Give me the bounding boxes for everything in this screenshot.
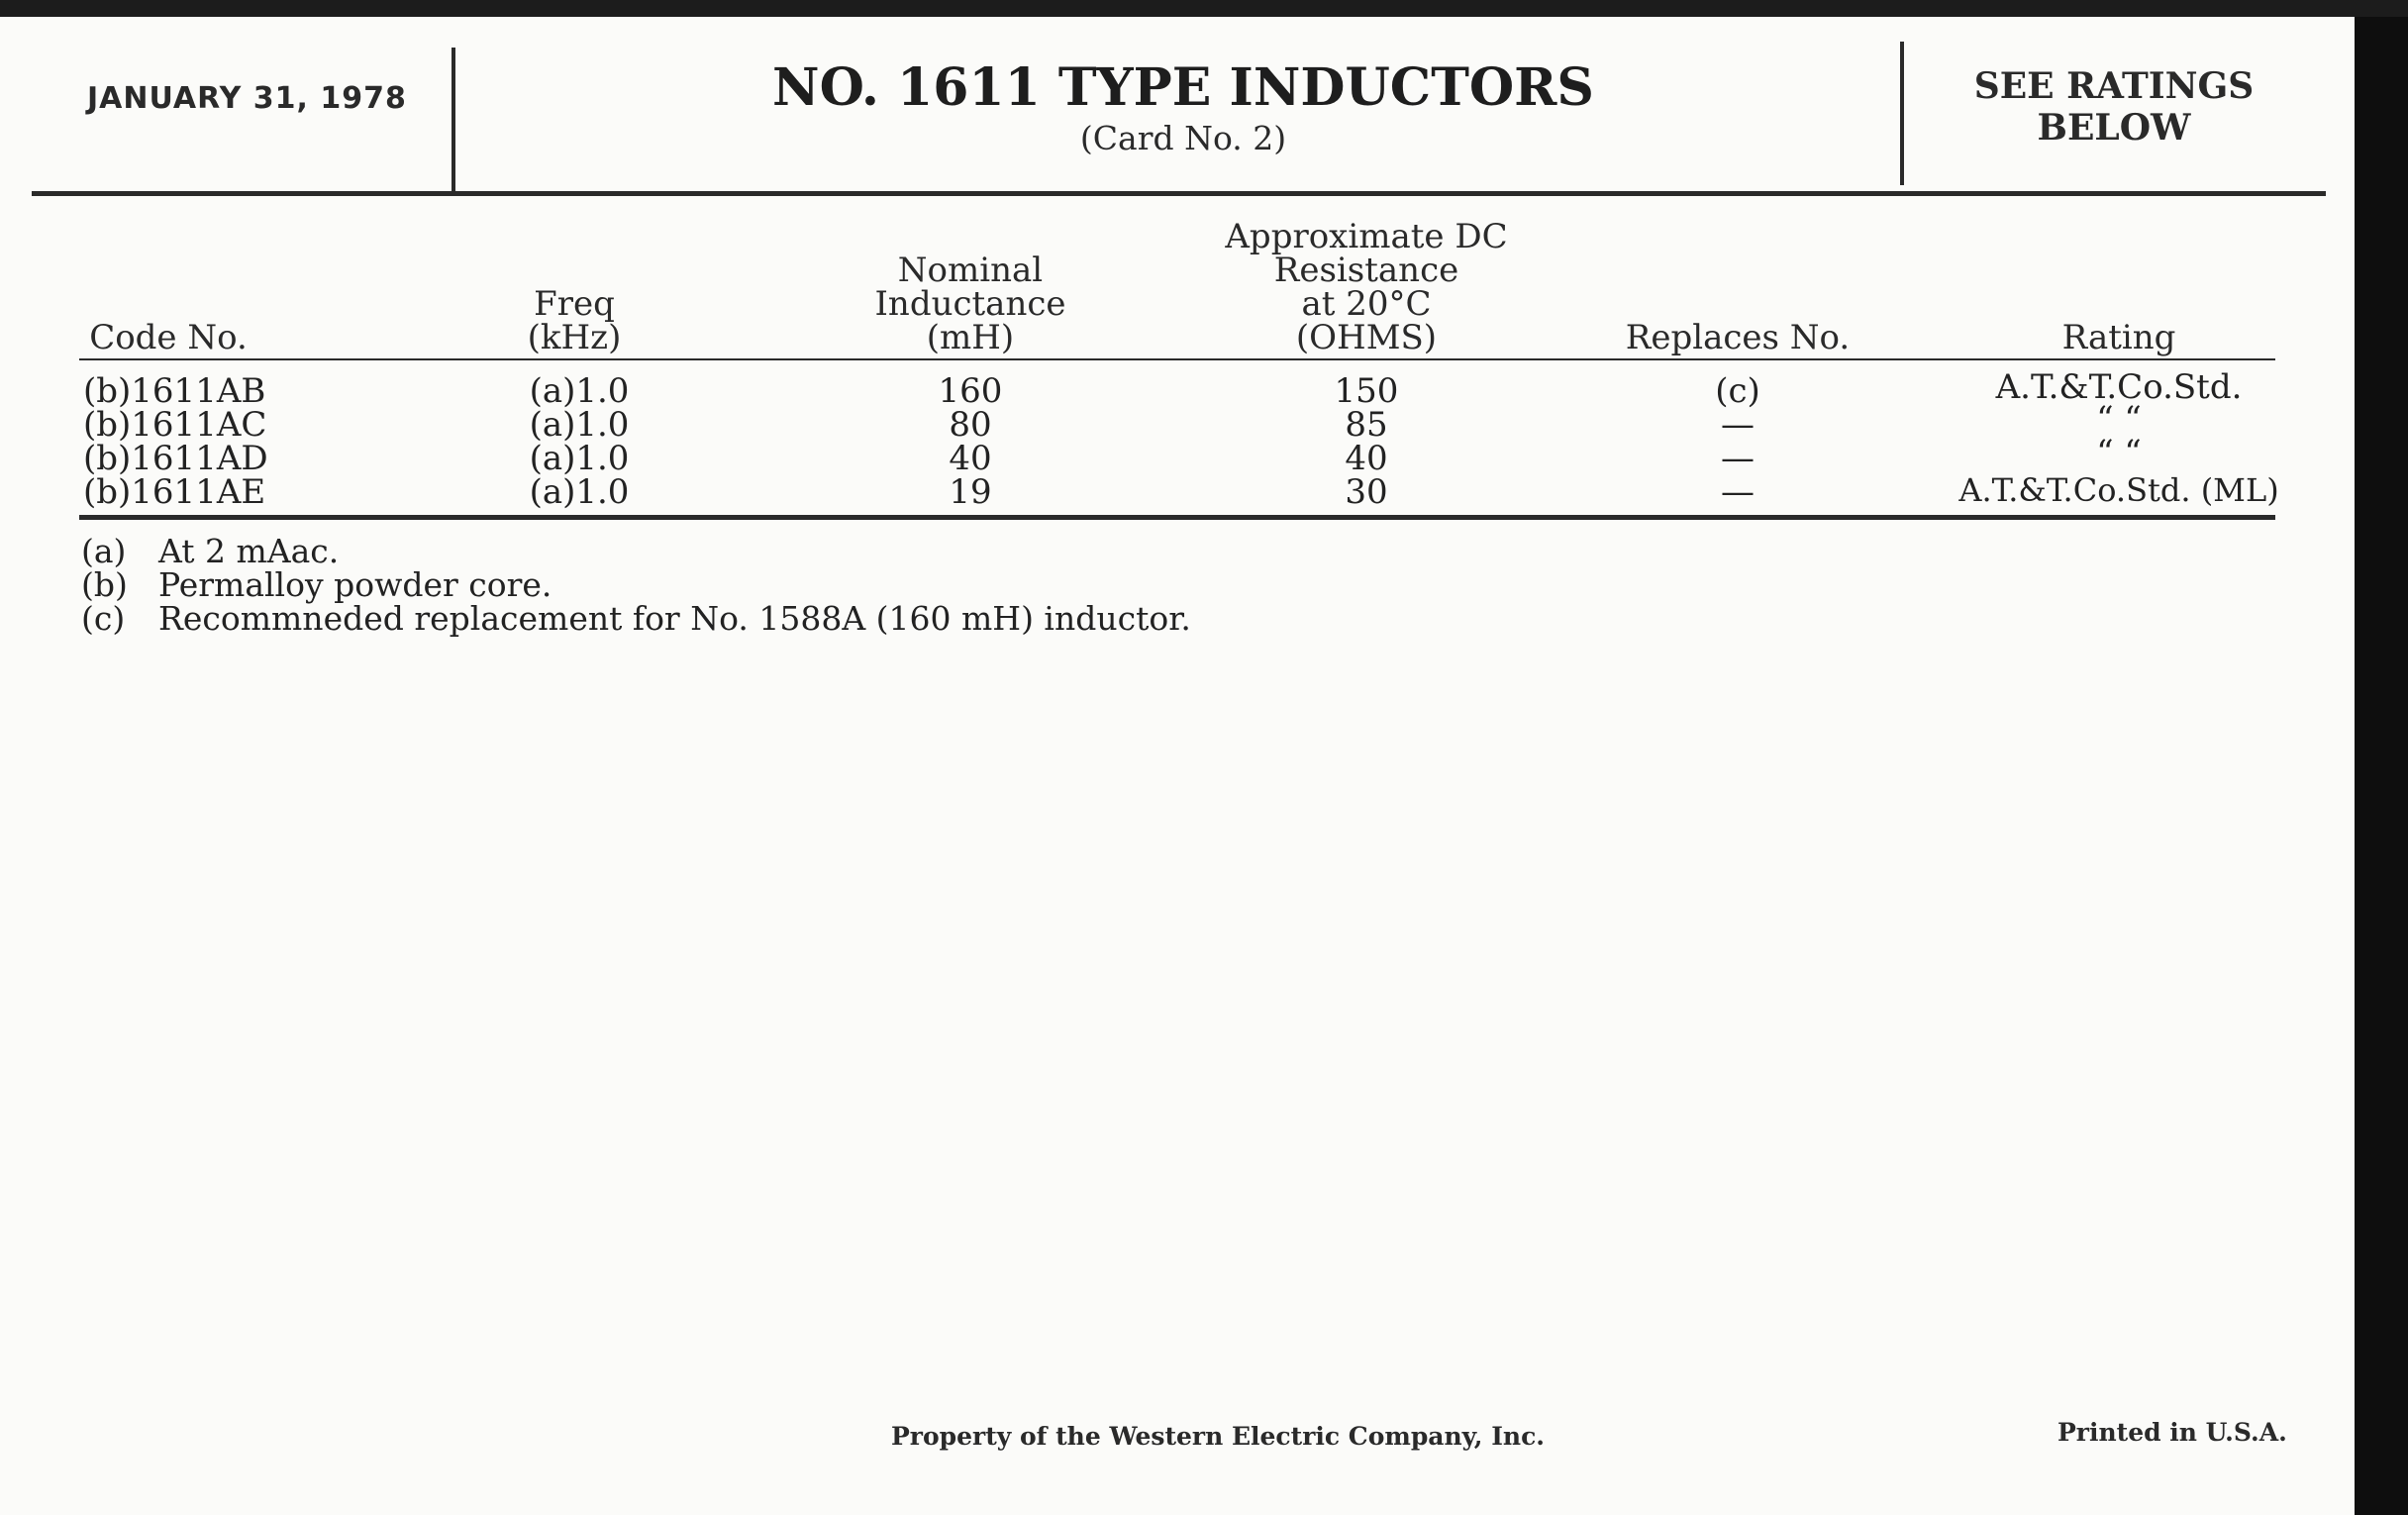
- cell-replaces: —: [1721, 439, 1755, 478]
- footnote-text: Permalloy powder core.: [158, 565, 552, 604]
- card-subtitle: (Card No. 2): [1079, 119, 1287, 157]
- col-header-replaces-line: Replaces No.: [1625, 318, 1851, 357]
- cell-code: (b)1611AB: [83, 371, 266, 411]
- cell-inductance: 19: [949, 472, 992, 512]
- col-header-freq: [465, 284, 683, 357]
- footnote: [81, 599, 1191, 638]
- col-header-inductance-line: Inductance: [874, 284, 1066, 324]
- cell-rating: “ “: [2096, 433, 2142, 472]
- col-header-resistance-line: (OHMS): [1295, 318, 1438, 357]
- card-title: NO. 1611 TYPE INDUCTORS: [772, 57, 1594, 118]
- footnote: [81, 532, 340, 570]
- cell-replaces: —: [1721, 405, 1755, 445]
- ratings-note-line1: SEE RATINGS: [1973, 65, 2255, 107]
- table-bottom-rule: [79, 515, 2275, 520]
- cell-inductance: 80: [949, 405, 992, 445]
- header-rule: [32, 191, 2326, 196]
- cell-freq: (a)1.0: [529, 472, 630, 512]
- col-header-resistance-line: at 20°C: [1301, 284, 1432, 324]
- cell-resistance: 40: [1345, 439, 1388, 478]
- cell-rating: “ “: [2096, 399, 2142, 439]
- col-header-freq-line: Freq: [534, 284, 615, 324]
- footnote-mark: (c): [81, 599, 126, 638]
- col-header-resistance-line: Resistance: [1273, 251, 1459, 290]
- cell-resistance: 30: [1345, 472, 1388, 512]
- cell-resistance: 85: [1345, 405, 1388, 445]
- header-divider-left: [452, 48, 455, 191]
- cell-replaces: —: [1721, 472, 1755, 512]
- cell-rating: A.T.&T.Co.Std.: [1995, 367, 2243, 407]
- cell-code: (b)1611AC: [83, 405, 267, 445]
- cell-rating: A.T.&T.Co.Std. (ML): [1958, 471, 2279, 509]
- cell-freq: (a)1.0: [529, 439, 630, 478]
- col-header-replaces: [1604, 318, 1871, 357]
- scan-edge: [2355, 17, 2408, 1515]
- ratings-note-line2: BELOW: [2037, 107, 2191, 149]
- property-notice: Property of the Western Electric Company, Inc.: [891, 1422, 1546, 1451]
- cell-replaces: (c): [1715, 371, 1760, 411]
- col-header-resistance: [1188, 217, 1545, 357]
- col-header-rating-line: Rating: [2061, 318, 2176, 357]
- cell-inductance: 160: [938, 371, 1003, 411]
- col-header-code-line: Code No.: [89, 318, 248, 357]
- catalog-card: [0, 17, 2355, 1515]
- col-header-inductance: [822, 251, 1119, 357]
- table-header-rule: [79, 358, 2275, 360]
- cell-freq: (a)1.0: [529, 405, 630, 445]
- card-date: JANUARY 31, 1978: [87, 81, 407, 116]
- footnote-text: Recommneded replacement for No. 1588A (160 mH) inductor.: [158, 599, 1191, 638]
- col-header-freq-line: (kHz): [527, 318, 622, 357]
- header-divider-right: [1900, 42, 1904, 185]
- col-header-code: [59, 318, 277, 357]
- col-header-rating: [1980, 318, 2258, 357]
- footnote-mark: (a): [81, 532, 127, 570]
- col-header-inductance-line: Nominal: [897, 251, 1044, 290]
- printed-notice: Printed in U.S.A.: [2057, 1418, 2287, 1447]
- footnote-mark: (b): [81, 565, 128, 604]
- ratings-note: [1911, 65, 2317, 149]
- cell-resistance: 150: [1334, 371, 1399, 411]
- col-header-inductance-line: (mH): [926, 318, 1015, 357]
- cell-inductance: 40: [949, 439, 992, 478]
- col-header-resistance-line: Approximate DC: [1225, 217, 1508, 256]
- cell-code: (b)1611AD: [83, 439, 268, 478]
- cell-code: (b)1611AE: [83, 472, 266, 512]
- cell-freq: (a)1.0: [529, 371, 630, 411]
- footnote: [81, 565, 552, 604]
- footnote-text: At 2 mAac.: [158, 532, 340, 570]
